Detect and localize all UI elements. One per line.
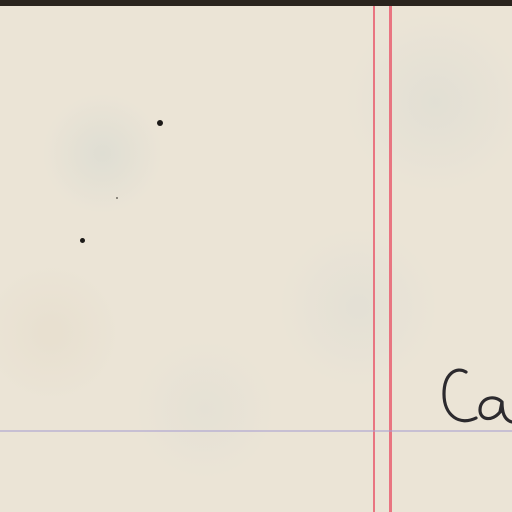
margin-line-left — [373, 6, 375, 512]
page-top-edge — [0, 0, 512, 6]
margin-line-right — [389, 6, 392, 512]
ink-speck — [80, 238, 85, 243]
ink-speck — [116, 197, 118, 199]
handwritten-letter-c — [444, 370, 476, 421]
handwritten-word-text — [0, 0, 1, 1]
ink-speck — [157, 120, 163, 126]
handwritten-letter-a — [480, 398, 512, 422]
handwritten-word — [438, 360, 512, 440]
ruled-line — [0, 430, 512, 432]
